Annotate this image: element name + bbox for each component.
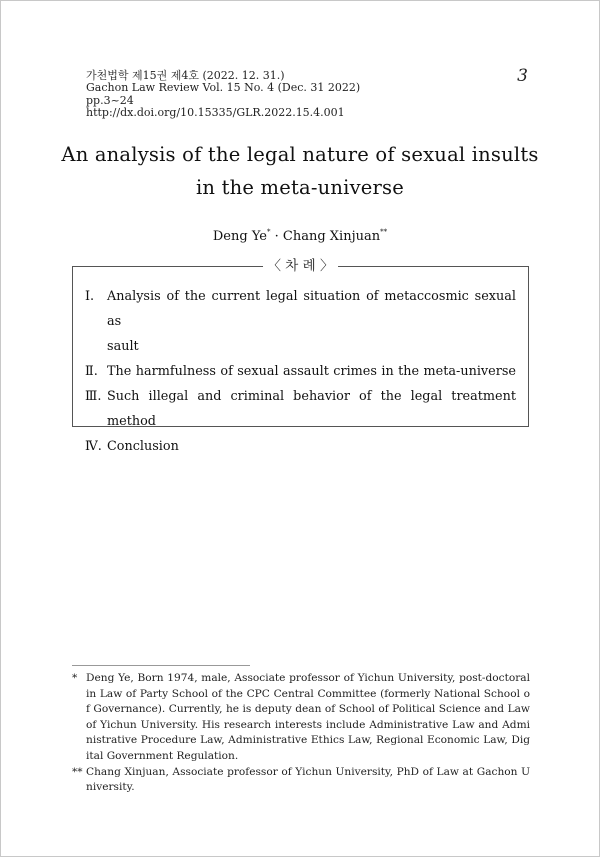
journal-issue-korean: 가천법학 제15권 제4호 (2022. 12. 31.) bbox=[86, 69, 285, 82]
toc-item-text: Such illegal and criminal behavior of the legal treatment method bbox=[107, 389, 516, 429]
footnote-text: Deng Ye, Born 1974, male, Associate professor of Yichun University, post-doctoral in Law of Party School of the CPC Central Committee (formerly National School of Governance). Currently, he is deputy dean of School of Political Science and Law of Yichun University. His research interests include Administrative Law and Administrative Procedure Law, Administrative Ethics Law, Regional Economic Law, Digital Government Regulation. bbox=[86, 672, 530, 762]
toc-item-number: Ⅰ. bbox=[85, 289, 95, 304]
toc-item-text: Analysis of the current legal situation of metaccosmic sexual as bbox=[107, 289, 516, 329]
paper-title bbox=[60, 138, 540, 204]
toc-item-text: The harmfulness of sexual assault crimes in the meta-universe bbox=[107, 364, 516, 379]
toc-item[interactable] bbox=[85, 434, 516, 459]
author-line bbox=[0, 228, 600, 244]
toc-item-number: Ⅳ. bbox=[85, 439, 102, 454]
title-line-2: in the meta-universe bbox=[196, 176, 404, 199]
footnote-marker: * bbox=[72, 672, 78, 684]
table-of-contents bbox=[72, 258, 529, 454]
author-name: Deng Ye bbox=[212, 229, 267, 244]
footnote-mark[interactable]: * bbox=[266, 228, 271, 236]
toc-item-text: Conclusion bbox=[107, 439, 179, 454]
toc-item[interactable] bbox=[85, 359, 516, 384]
toc-item-number: Ⅲ. bbox=[85, 389, 102, 404]
toc-item[interactable] bbox=[85, 284, 516, 334]
author-name: Chang Xinjuan bbox=[282, 229, 381, 244]
toc-item-continuation: sault bbox=[107, 339, 139, 354]
journal-header bbox=[86, 70, 360, 119]
page-range: pp.3~24 bbox=[86, 93, 134, 107]
footnote-mark[interactable]: ** bbox=[380, 228, 388, 236]
page-number: 3 bbox=[517, 66, 528, 86]
journal-issue-english: Gachon Law Review Vol. 15 No. 4 (Dec. 31 2022) bbox=[86, 81, 361, 95]
author-separator: · bbox=[274, 229, 279, 244]
footnote-marker: ** bbox=[72, 765, 83, 778]
doi-link[interactable]: http://dx.doi.org/10.15335/GLR.2022.15.4.001 bbox=[86, 105, 345, 119]
footnote bbox=[72, 765, 530, 796]
footnote-divider bbox=[72, 665, 250, 666]
footnote-text: Chang Xinjuan, Associate professor of Yichun University, PhD of Law at Gachon University. bbox=[86, 765, 530, 794]
toc-heading: 〈 차 례 〉 bbox=[263, 256, 339, 276]
footnote bbox=[72, 671, 530, 765]
footnotes bbox=[72, 671, 530, 796]
title-line-1: An analysis of the legal nature of sexual insults bbox=[61, 143, 539, 166]
toc-item-number: Ⅱ. bbox=[85, 364, 98, 379]
toc-list bbox=[85, 284, 516, 459]
toc-item[interactable] bbox=[85, 384, 516, 434]
